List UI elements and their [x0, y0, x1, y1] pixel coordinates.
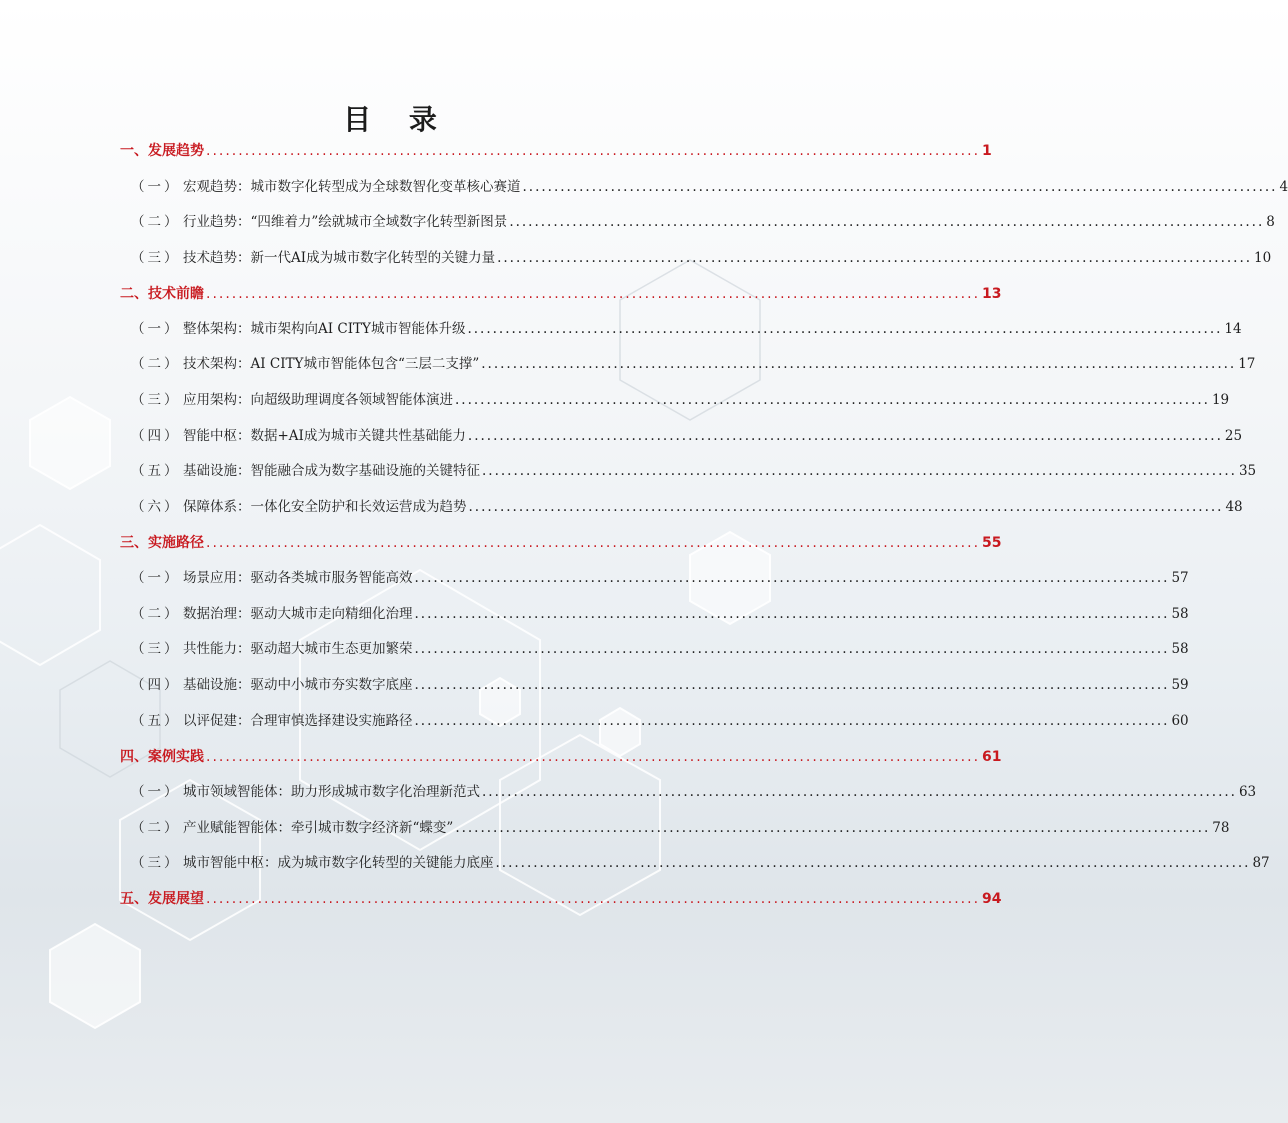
page-number: 13 [982, 286, 1002, 302]
entry-number: 一、 [120, 143, 148, 159]
dot-leader: ........................................................................................................................ [481, 356, 1237, 372]
page-number: 63 [1238, 784, 1257, 800]
page-number: 25 [1224, 428, 1243, 444]
dot-leader: ........................................................................................................................ [206, 749, 981, 765]
entry-title: 数据治理：驱动大城市走向精细化治理 [183, 606, 413, 622]
entry-title: 发展展望 [148, 891, 204, 907]
page-number: 1 [982, 143, 992, 159]
entry-number: 二、 [120, 286, 148, 302]
entry-number: （五） [131, 463, 181, 479]
dot-leader: ........................................................................................................................ [206, 535, 981, 551]
toc-subsection-entry[interactable] [131, 246, 1272, 270]
page-number: 10 [1254, 250, 1272, 266]
entry-title: 宏观趋势：城市数字化转型成为全球数智化变革核心赛道 [183, 179, 521, 195]
toc-subsection-entry[interactable] [131, 210, 1275, 234]
page-number: 58 [1171, 641, 1189, 657]
entry-number: （二） [131, 820, 181, 836]
toc-subsection-entry[interactable] [131, 352, 1256, 376]
dot-leader: ........................................................................................................................ [482, 463, 1237, 479]
entry-number: （四） [131, 677, 181, 693]
entry-title: 基础设施：智能融合成为数字基础设施的关键特征 [183, 463, 480, 479]
page-number: 94 [982, 891, 1002, 907]
page-number: 57 [1171, 570, 1189, 586]
entry-number: （一） [131, 570, 181, 586]
dot-leader: ........................................................................................................................ [414, 570, 1170, 586]
page-number: 78 [1212, 820, 1230, 836]
entry-number: （二） [131, 606, 181, 622]
page-number: 19 [1211, 392, 1230, 408]
page-number: 35 [1238, 463, 1257, 479]
entry-title: 发展趋势 [148, 143, 204, 159]
toc-subsection-entry[interactable] [131, 709, 1189, 733]
toc-subsection-entry[interactable] [131, 495, 1243, 519]
toc-subsection-entry[interactable] [131, 388, 1230, 412]
dot-leader: ........................................................................................................................ [206, 286, 981, 302]
entry-number: 四、 [120, 749, 148, 765]
dot-leader: ........................................................................................................................ [414, 641, 1170, 657]
dot-leader: ........................................................................................................................ [522, 179, 1278, 195]
entry-number: （三） [131, 641, 181, 657]
toc-subsection-entry[interactable] [131, 175, 1288, 199]
page-number: 8 [1266, 214, 1275, 230]
toc-subsection-entry[interactable] [131, 637, 1189, 661]
entry-title: 共性能力：驱动超大城市生态更加繁荣 [183, 641, 413, 657]
toc-subsection-entry[interactable] [131, 602, 1189, 626]
entry-number: （二） [131, 214, 181, 230]
dot-leader: ........................................................................................................................ [455, 820, 1211, 836]
dot-leader: ........................................................................................................................ [206, 143, 981, 159]
toc-subsection-entry[interactable] [131, 851, 1270, 875]
entry-number: （四） [131, 428, 181, 444]
entry-number: （一） [131, 179, 181, 195]
entry-number: 三、 [120, 535, 148, 551]
entry-number: （二） [131, 356, 181, 372]
dot-leader: ........................................................................................................................ [414, 713, 1170, 729]
toc-subsection-entry[interactable] [131, 317, 1242, 341]
entry-number: （三） [131, 392, 181, 408]
page-number: 61 [982, 749, 1002, 765]
entry-number: 五、 [120, 891, 148, 907]
entry-title: 基础设施：驱动中小城市夯实数字底座 [183, 677, 413, 693]
dot-leader: ........................................................................................................................ [509, 214, 1265, 230]
entry-title: 场景应用：驱动各类城市服务智能高效 [183, 570, 413, 586]
entry-title: 技术趋势：新一代AI成为城市数字化转型的关键力量 [183, 250, 496, 266]
toc-section-entry[interactable] [120, 745, 1002, 769]
entry-title: 智能中枢：数据+AI成为城市关键共性基础能力 [183, 428, 466, 444]
entry-number: （三） [131, 855, 181, 871]
entry-title: 行业趋势：“四维着力”绘就城市全域数字化转型新图景 [183, 214, 508, 230]
dot-leader: ........................................................................................................................ [467, 321, 1223, 337]
toc-section-entry[interactable] [120, 887, 1002, 911]
page-number: 48 [1225, 499, 1243, 515]
dot-leader: ........................................................................................................................ [455, 392, 1210, 408]
dot-leader: ........................................................................................................................ [467, 428, 1223, 444]
page-number: 60 [1171, 713, 1189, 729]
entry-title: 案例实践 [148, 749, 204, 765]
toc-section-entry[interactable] [120, 282, 1002, 306]
page-number: 87 [1252, 855, 1270, 871]
entry-title: 城市领域智能体：助力形成城市数字化治理新范式 [183, 784, 480, 800]
toc-subsection-entry[interactable] [131, 459, 1257, 483]
entry-number: （一） [131, 784, 181, 800]
entry-title: 产业赋能智能体：牵引城市数字经济新“蝶变” [183, 820, 454, 836]
entry-title: 应用架构：向超级助理调度各领域智能体演进 [183, 392, 453, 408]
toc-section-entry[interactable] [120, 139, 992, 163]
dot-leader: ........................................................................................................................ [482, 784, 1237, 800]
toc-subsection-entry[interactable] [131, 816, 1230, 840]
toc-subsection-entry[interactable] [131, 566, 1189, 590]
page-number: 14 [1224, 321, 1242, 337]
entry-title: 技术架构：AI CITY城市智能体包含“三层二支撑” [183, 356, 480, 372]
entry-title: 技术前瞻 [148, 286, 204, 302]
dot-leader: ........................................................................................................................ [414, 677, 1170, 693]
entry-title: 实施路径 [148, 535, 204, 551]
page-title: 目 录 [343, 103, 451, 136]
toc-section-entry[interactable] [120, 531, 1002, 555]
dot-leader: ........................................................................................................................ [497, 250, 1253, 266]
entry-number: （一） [131, 321, 181, 337]
page-number: 4 [1279, 179, 1288, 195]
page-number: 58 [1171, 606, 1189, 622]
dot-leader: ........................................................................................................................ [414, 606, 1170, 622]
entry-title: 保障体系：一体化安全防护和长效运营成为趋势 [183, 499, 467, 515]
page-number: 59 [1171, 677, 1189, 693]
entry-title: 以评促建：合理审慎选择建设实施路径 [183, 713, 413, 729]
page-number: 17 [1238, 356, 1256, 372]
dot-leader: ........................................................................................................................ [495, 855, 1251, 871]
entry-title: 城市智能中枢：成为城市数字化转型的关键能力底座 [183, 855, 494, 871]
entry-title: 整体架构：城市架构向AI CITY城市智能体升级 [183, 321, 466, 337]
dot-leader: ........................................................................................................................ [206, 891, 981, 907]
toc-subsection-entry[interactable] [131, 780, 1257, 804]
dot-leader: ........................................................................................................................ [468, 499, 1224, 515]
entry-number: （三） [131, 250, 181, 266]
page-number: 55 [982, 535, 1002, 551]
toc-subsection-entry[interactable] [131, 424, 1243, 448]
entry-number: （六） [131, 499, 181, 515]
toc-subsection-entry[interactable] [131, 673, 1189, 697]
entry-number: （五） [131, 713, 181, 729]
